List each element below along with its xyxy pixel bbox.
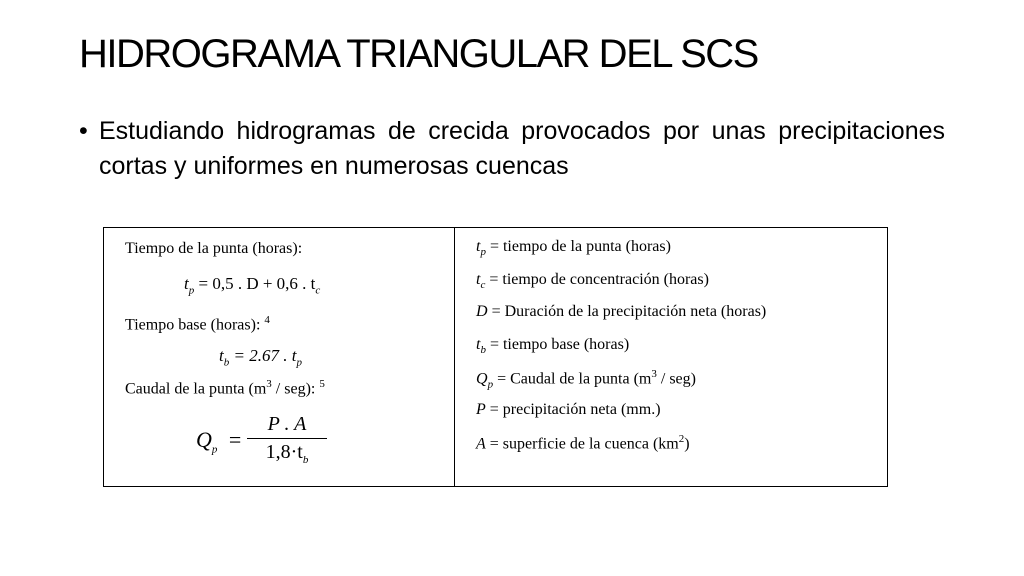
footnote-ref-4: 4 — [264, 314, 270, 326]
bullet-marker: • — [79, 117, 88, 145]
formula-table — [103, 227, 888, 487]
definition-text: = tiempo de la punta (horas) — [485, 238, 671, 255]
definition-row: $t_b$ = tiempo base (horas) — [476, 335, 630, 356]
peak-flow-lhs: $Q_p$ = — [196, 427, 242, 456]
fraction-numerator: P . A — [247, 413, 327, 439]
definition-symbol: P — [476, 400, 486, 418]
definition-symbol: D — [476, 303, 488, 320]
definition-text: = tiempo de concentración (horas) — [485, 270, 709, 288]
table-divider — [454, 228, 455, 486]
definition-row: $t_c$ = tiempo de concentración (horas) — [476, 270, 709, 291]
definition-symbol: Q — [476, 370, 488, 388]
definition-row: A = superficie de la cuenca $(km^2)$ — [476, 433, 690, 453]
footnote-ref-5: 5 — [319, 378, 325, 390]
slide-title: HIDROGRAMA TRIANGULAR DEL SCS — [79, 32, 758, 76]
peak-flow-fraction — [247, 413, 327, 466]
definition-row — [476, 303, 766, 321]
bullet-text: Estudiando hidrogramas de crecida provocados por unas precipitaciones cortas y uniformes en numerosas cuencas — [99, 117, 945, 180]
base-time-formula: $t_b = 2.67$ . $t_p$ — [219, 346, 302, 369]
definition-symbol: t — [476, 270, 481, 288]
peak-time-formula: $t_p = 0,5$ . D + 0,6 . $t_c$ — [184, 274, 321, 297]
definition-symbol: t — [476, 238, 481, 255]
definition-text: = superficie de la cuenca (km — [485, 435, 679, 453]
peak-time-label: Tiempo de la punta (horas): — [125, 240, 303, 257]
definition-row: $Q_p$ = Caudal de la punta $(m^3 / seg)$ — [476, 368, 696, 391]
definition-text: = Duración de la precipitación neta (horas) — [487, 303, 767, 320]
bullet-item — [79, 114, 945, 184]
peak-flow-label: Caudal de la punta $(m^3 / seg)$: $^5$ — [125, 378, 325, 398]
definition-text: = tiempo base (horas) — [485, 335, 630, 353]
definition-row: $t_p$ = tiempo de la punta (horas) — [476, 238, 671, 259]
fraction-denominator: $1,8\cdot t_b$ — [265, 441, 309, 466]
definition-row — [476, 401, 661, 419]
definition-symbol: t — [476, 335, 481, 353]
base-time-label: Tiempo base (horas): $^4$ — [125, 314, 270, 334]
definition-text: = Caudal de la punta (m — [493, 370, 652, 388]
definition-text: = precipitación neta (mm.) — [485, 400, 661, 418]
definition-symbol: A — [476, 435, 486, 453]
